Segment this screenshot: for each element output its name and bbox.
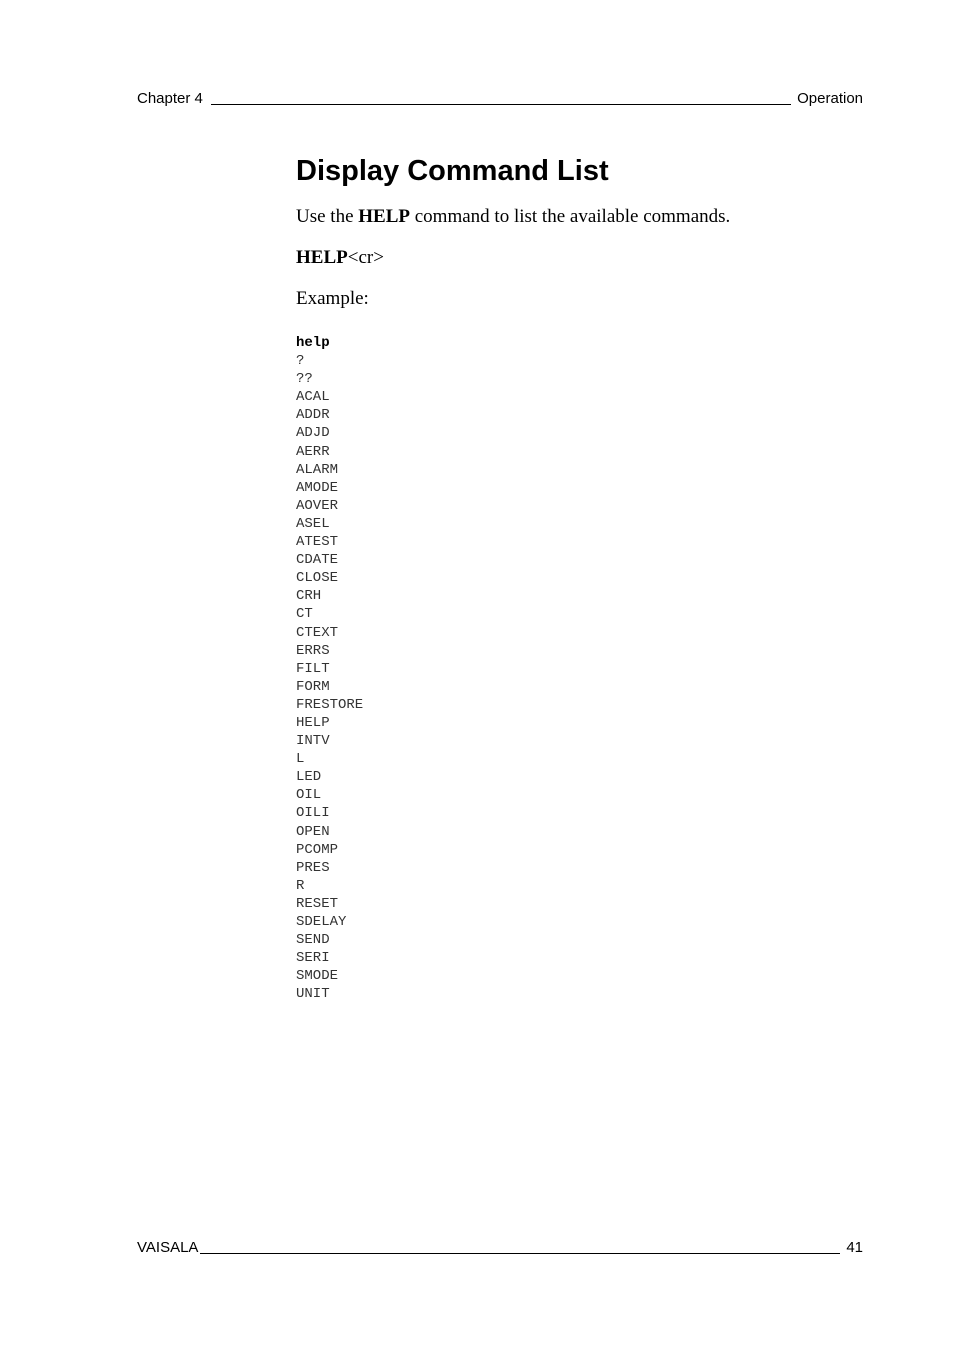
command-list-item: ?? [296, 371, 313, 388]
command-list-item: SERI [296, 950, 330, 967]
command-list-item: ? [296, 353, 305, 370]
command-list-item: AOVER [296, 497, 339, 514]
page-footer [137, 1239, 863, 1257]
command-list-item: PRES [296, 859, 330, 876]
command-syntax [296, 246, 856, 270]
intro-command-name: HELP [358, 206, 410, 227]
command-list-item: FORM [296, 678, 330, 695]
example-terminal-output [296, 334, 856, 1003]
intro-text-after: command to list the available commands. [410, 206, 731, 227]
command-list-item: PCOMP [296, 841, 339, 858]
command-list-item: CLOSE [296, 570, 339, 587]
command-list-item: R [296, 877, 305, 894]
chapter-label: Chapter 4 [137, 90, 203, 107]
command-list-item: ADJD [296, 425, 330, 442]
intro-text-before: Use the [296, 206, 359, 227]
command-list-item: OILI [296, 805, 330, 822]
section-title: Display Command List [296, 155, 609, 187]
command-list-item: FRESTORE [296, 696, 364, 713]
command-list-item: OIL [296, 787, 322, 804]
command-list-item: ADDR [296, 407, 330, 424]
command-list-item: INTV [296, 733, 330, 750]
header-rule [211, 104, 791, 105]
section-name: Operation [797, 90, 863, 107]
command-list-item: HELP [296, 714, 330, 731]
command-list-item: ASEL [296, 515, 330, 532]
command-list-item: ERRS [296, 642, 330, 659]
company-name: VAISALA [137, 1239, 199, 1256]
command-list-item: ACAL [296, 389, 330, 406]
command-list-item: CTEXT [296, 624, 339, 641]
command-list-item: ALARM [296, 461, 339, 478]
command-list-item: LED [296, 769, 322, 786]
command-list-item: SEND [296, 932, 330, 949]
page-number: 41 [846, 1239, 863, 1256]
command-list-item: CDATE [296, 552, 339, 569]
command-list-item: CRH [296, 588, 322, 605]
example-label: Example: [296, 288, 369, 309]
command-list-item: OPEN [296, 823, 330, 840]
command-list-item: L [296, 751, 305, 768]
command-list-item: AERR [296, 443, 330, 460]
page-header [137, 90, 863, 108]
main-content [296, 153, 856, 1003]
command-list-item: SDELAY [296, 914, 347, 930]
command-list-item: FILT [296, 660, 330, 677]
command-list-item: ATEST [296, 534, 339, 551]
typed-command: help [296, 335, 330, 351]
syntax-command: HELP [296, 247, 348, 268]
footer-rule [200, 1253, 840, 1254]
command-list-item: UNIT [296, 986, 330, 1003]
syntax-terminator: <cr> [347, 247, 384, 268]
intro-paragraph [296, 205, 856, 229]
command-list-item: AMODE [296, 479, 339, 496]
command-list-item: RESET [296, 895, 339, 912]
command-list-item: SMODE [296, 968, 339, 985]
command-list-item: CT [296, 606, 313, 623]
